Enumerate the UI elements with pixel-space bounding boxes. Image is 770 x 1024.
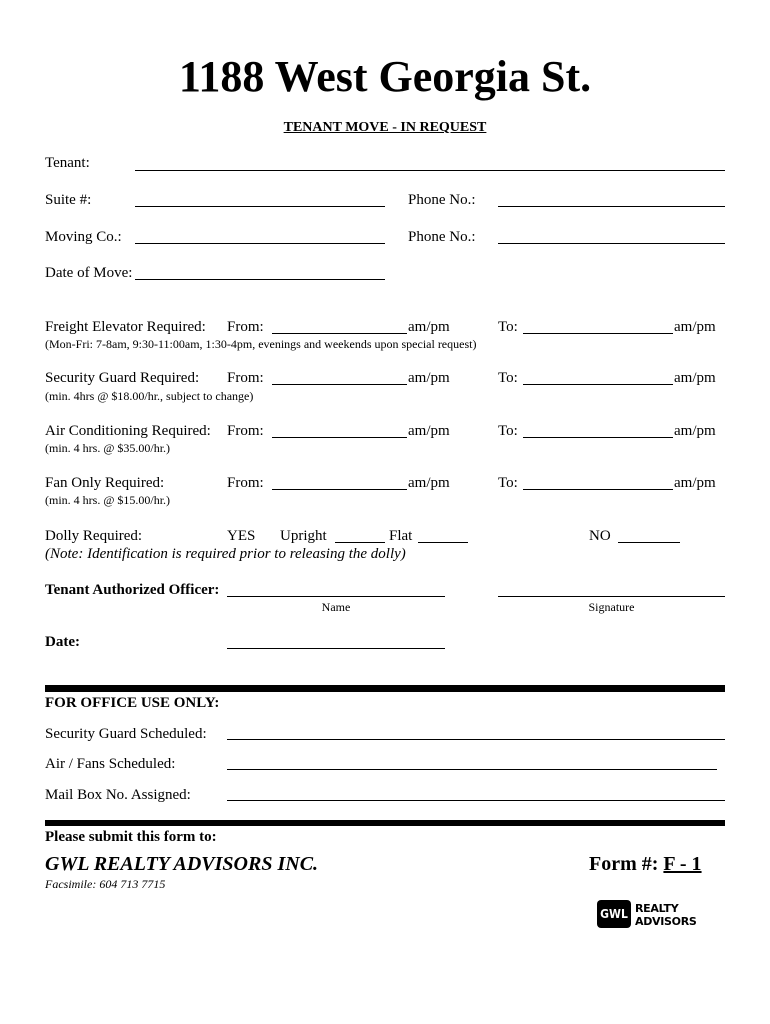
gwl-logo-wordmark <box>635 902 697 928</box>
dolly-no-field[interactable] <box>618 542 680 543</box>
freight-note: (Mon-Fri: 7-8am, 9:30-11:00am, 1:30-4pm, evenings and weekends upon special request) <box>45 337 477 351</box>
page-title: 1188 West Georgia St. <box>178 52 592 101</box>
security-guard-label: Security Guard Required: <box>45 370 200 386</box>
fan-only-note: (min. 4 hrs. @ $15.00/hr.) <box>45 493 171 507</box>
air-conditioning-label: Air Conditioning Required: <box>45 423 211 439</box>
air-from-ampm: am/pm <box>408 423 450 439</box>
freight-to-field[interactable] <box>523 333 673 334</box>
security-guard-note: (min. 4hrs @ $18.00/hr., subject to change) <box>45 389 254 403</box>
moving-co-field[interactable] <box>135 243 385 244</box>
phone-field-1[interactable] <box>498 206 725 207</box>
air-to-ampm: am/pm <box>674 423 716 439</box>
signature-caption: Signature <box>588 600 635 614</box>
guard-to-field[interactable] <box>523 384 673 385</box>
fan-to-ampm: am/pm <box>674 475 716 491</box>
freight-from-label: From: <box>227 319 264 335</box>
air-from-label: From: <box>227 423 264 439</box>
name-caption: Name <box>321 600 351 614</box>
office-use-heading: FOR OFFICE USE ONLY: <box>45 695 220 711</box>
submit-instruction: Please submit this form to: <box>45 829 217 845</box>
fan-from-field[interactable] <box>272 489 407 490</box>
air-from-field[interactable] <box>272 437 407 438</box>
phone-label-2: Phone No.: <box>408 229 476 245</box>
fan-to-field[interactable] <box>523 489 673 490</box>
section-divider-bottom <box>45 820 725 826</box>
officer-signature-field[interactable] <box>498 596 725 597</box>
form-subtitle: TENANT MOVE - IN REQUEST <box>283 120 487 135</box>
fan-only-label: Fan Only Required: <box>45 475 165 491</box>
form-number-value: F - 1 <box>663 853 702 875</box>
dolly-flat-field[interactable] <box>418 542 468 543</box>
officer-name-field[interactable] <box>227 596 445 597</box>
air-fans-scheduled-label: Air / Fans Scheduled: <box>45 756 176 772</box>
tenant-field[interactable] <box>135 170 725 171</box>
guard-scheduled-field[interactable] <box>227 739 725 740</box>
air-fans-scheduled-field[interactable] <box>227 769 717 770</box>
suite-label: Suite #: <box>45 192 92 208</box>
mailbox-field[interactable] <box>227 800 725 801</box>
air-to-field[interactable] <box>523 437 673 438</box>
guard-to-ampm: am/pm <box>674 370 716 386</box>
dolly-flat-label: Flat <box>389 528 413 544</box>
dolly-upright-label: Upright <box>280 528 327 544</box>
dolly-upright-field[interactable] <box>335 542 385 543</box>
form-number-label: Form #: <box>589 853 659 875</box>
dolly-note: (Note: Identification is required prior to releasing the dolly) <box>45 546 406 562</box>
gwl-logo <box>597 900 697 936</box>
officer-label: Tenant Authorized Officer: <box>45 582 220 598</box>
gwl-logo-letters: GWL <box>600 907 628 921</box>
gwl-logo-advisors: ADVISORS <box>635 915 697 928</box>
date-label: Date: <box>45 634 80 650</box>
dolly-no-label: NO <box>589 528 611 544</box>
freight-from-ampm: am/pm <box>408 319 450 335</box>
dolly-yes-label: YES <box>227 528 256 544</box>
gwl-logo-realty: REALTY <box>635 902 679 915</box>
moving-co-label: Moving Co.: <box>45 229 122 245</box>
company-name: GWL REALTY ADVISORS INC. <box>45 853 319 875</box>
dolly-label: Dolly Required: <box>45 528 143 544</box>
freight-to-ampm: am/pm <box>674 319 716 335</box>
guard-from-field[interactable] <box>272 384 407 385</box>
section-divider-top <box>45 685 725 692</box>
fan-to-label: To: <box>498 475 518 491</box>
mailbox-label: Mail Box No. Assigned: <box>45 787 191 803</box>
air-conditioning-note: (min. 4 hrs. @ $35.00/hr.) <box>45 441 171 455</box>
freight-to-label: To: <box>498 319 518 335</box>
date-of-move-field[interactable] <box>135 279 385 280</box>
fan-from-ampm: am/pm <box>408 475 450 491</box>
suite-field[interactable] <box>135 206 385 207</box>
tenant-label: Tenant: <box>45 155 90 171</box>
guard-from-ampm: am/pm <box>408 370 450 386</box>
freight-from-field[interactable] <box>272 333 407 334</box>
guard-to-label: To: <box>498 370 518 386</box>
phone-field-2[interactable] <box>498 243 725 244</box>
guard-scheduled-label: Security Guard Scheduled: <box>45 726 207 742</box>
freight-elevator-label: Freight Elevator Required: <box>45 319 206 335</box>
gwl-logo-badge <box>597 900 631 928</box>
date-field[interactable] <box>227 648 445 649</box>
date-of-move-label: Date of Move: <box>45 265 133 281</box>
fax-number: Facsimile: 604 713 7715 <box>45 877 166 891</box>
fan-from-label: From: <box>227 475 264 491</box>
air-to-label: To: <box>498 423 518 439</box>
phone-label-1: Phone No.: <box>408 192 476 208</box>
form-number <box>589 853 702 875</box>
guard-from-label: From: <box>227 370 264 386</box>
